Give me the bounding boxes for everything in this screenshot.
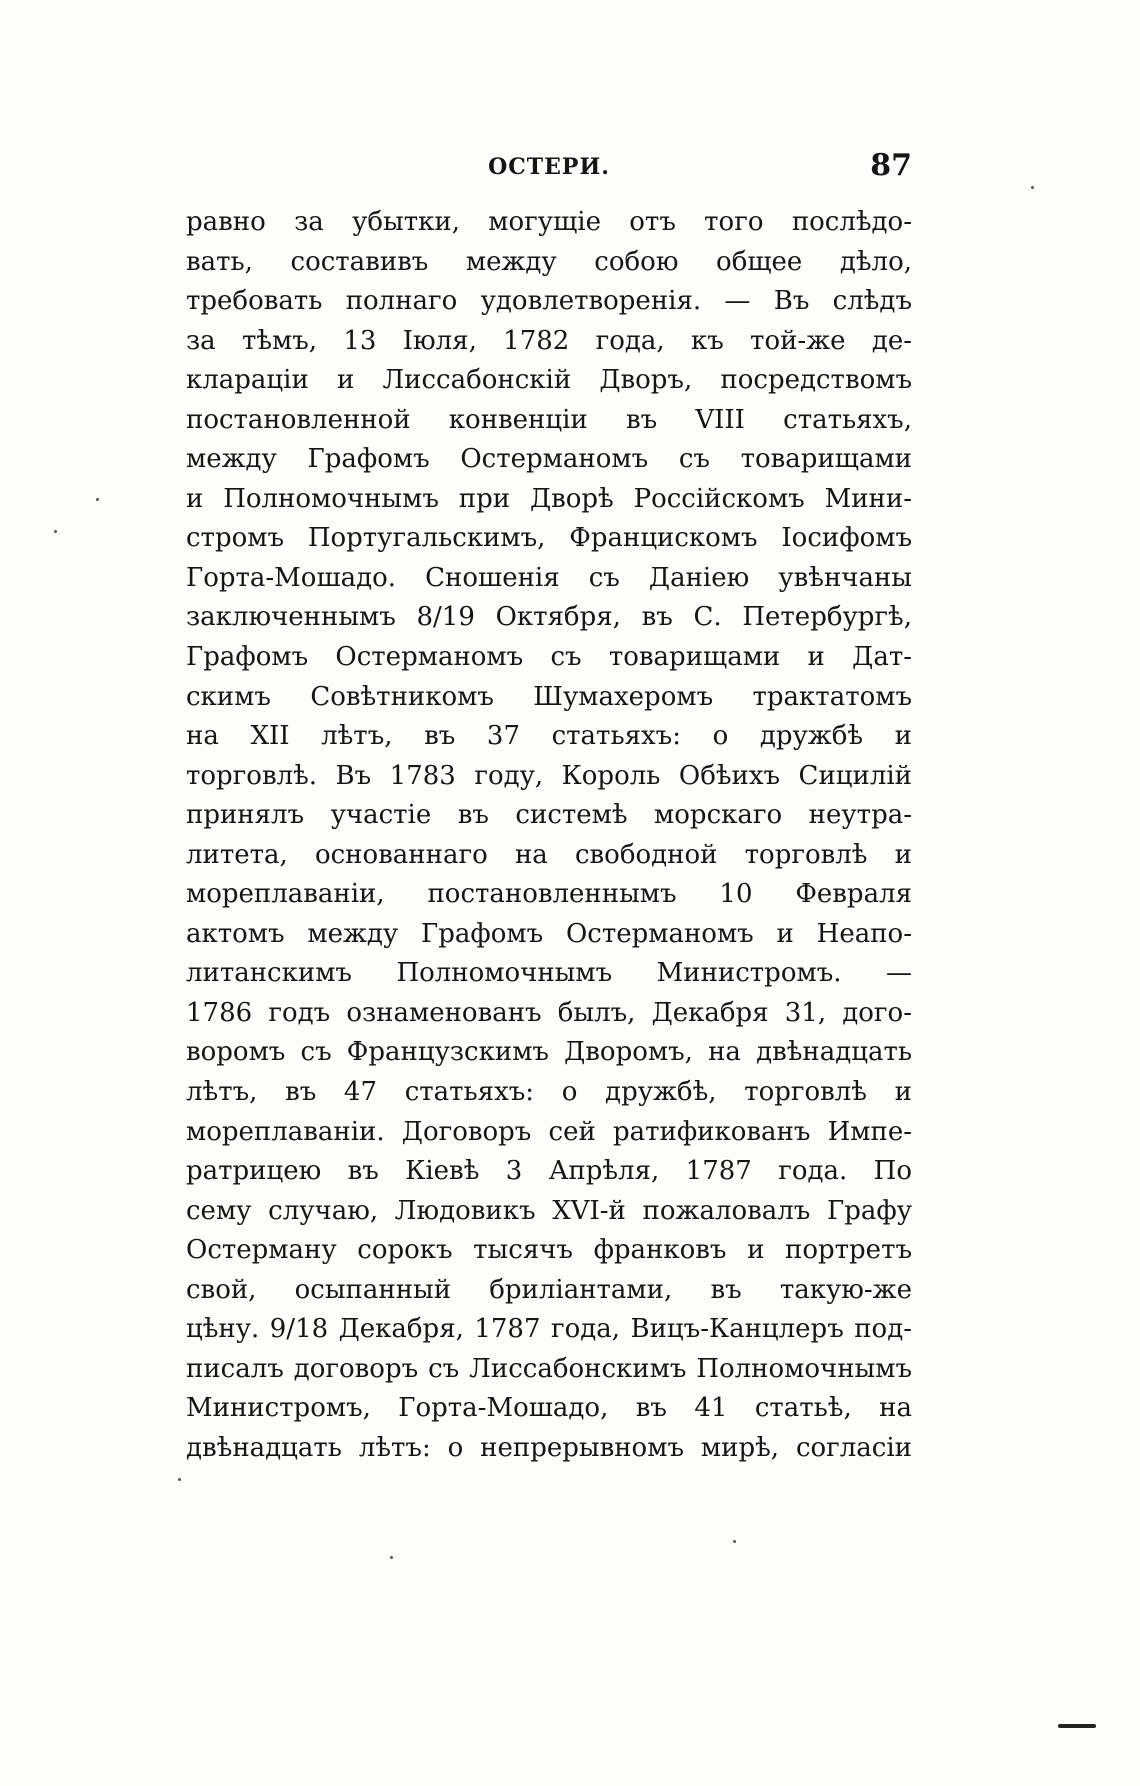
text-line: скимъ Совѣтникомъ Шумахеромъ трактатомъ [186, 681, 912, 712]
text-line: и Полномочнымъ при Дворѣ Россійскомъ Мини- [186, 483, 912, 514]
page-header [186, 148, 912, 188]
text-line: литета, основаннаго на свободной торговлѣ и [186, 839, 912, 870]
text-line: постановленной конвенціи въ VIII статьяхъ, [186, 404, 912, 435]
text-line: лѣтъ, въ 47 статьяхъ: о дружбѣ, торговлѣ и [186, 1077, 912, 1108]
running-head: ОСТЕРИ. [488, 154, 610, 180]
text-line: свой, осыпанный бриліантами, въ такую-же [186, 1274, 912, 1305]
body-text [186, 203, 912, 1469]
text-line: мореплаваніи, постановленнымъ 10 Февраля [186, 879, 912, 910]
text-line: 1786 годъ ознаменованъ былъ, Декабря 31, дого- [186, 997, 912, 1028]
text-line: ратрицею въ Кіевѣ 3 Апрѣля, 1787 года. По [186, 1156, 912, 1187]
text-line: клараціи и Лиссабонскій Дворъ, посредствомъ [186, 365, 912, 396]
text-line: воромъ съ Французскимъ Дворомъ, на двѣнадцать [186, 1037, 912, 1068]
scan-speck [733, 1540, 736, 1543]
text-line: Остерману сорокъ тысячъ франковъ и портретъ [186, 1235, 912, 1266]
text-line: литанскимъ Полномочнымъ Министромъ. — [186, 958, 912, 989]
text-line: на XII лѣтъ, въ 37 статьяхъ: о дружбѣ и [186, 721, 912, 752]
text-line: Горта-Мошадо. Сношенія съ Даніею увѣнчаны [186, 562, 912, 593]
scan-speck [390, 1556, 393, 1559]
text-line: мореплаваніи. Договоръ сей ратификованъ Импе- [186, 1116, 912, 1147]
scan-speck [96, 498, 99, 501]
text-line: заключеннымъ 8/19 Октября, въ С. Петербургѣ, [186, 602, 912, 633]
text-line: вать, составивъ между собою общее дѣло, [186, 246, 912, 277]
text-line: торговлѣ. Въ 1783 году, Король Обѣихъ Сицилій [186, 760, 912, 791]
scan-speck [178, 1478, 181, 1481]
text-line: между Графомъ Остерманомъ съ товарищами [186, 444, 912, 475]
scan-speck [1031, 186, 1034, 189]
page-number: 87 [870, 148, 912, 183]
text-line: цѣну. 9/18 Декабря, 1787 года, Вицъ-Канцлеръ под- [186, 1314, 912, 1345]
text-line: двѣнадцать лѣтъ: о непрерывномъ мирѣ, согласіи [186, 1432, 912, 1463]
scan-speck [54, 530, 57, 533]
text-line: за тѣмъ, 13 Іюля, 1782 года, къ той-же де- [186, 325, 912, 356]
scan-mark [1058, 1724, 1096, 1728]
text-line: требовать полнаго удовлетворенія. — Въ слѣдъ [186, 286, 912, 317]
text-line: стромъ Португальскимъ, Францискомъ Іосифомъ [186, 523, 912, 554]
text-line: Графомъ Остерманомъ съ товарищами и Дат- [186, 642, 912, 673]
text-line: актомъ между Графомъ Остерманомъ и Неапо- [186, 918, 912, 949]
text-line: сему случаю, Людовикъ XVI-й пожаловалъ Графу [186, 1195, 912, 1226]
text-line: принялъ участіе въ системѣ морскаго неутра- [186, 800, 912, 831]
text-line: писалъ договоръ съ Лиссабонскимъ Полномочнымъ [186, 1353, 912, 1384]
text-line: Министромъ, Горта-Мошадо, въ 41 статьѣ, на [186, 1393, 912, 1424]
text-line: равно за убытки, могущіе отъ того послѣдо- [186, 207, 912, 237]
